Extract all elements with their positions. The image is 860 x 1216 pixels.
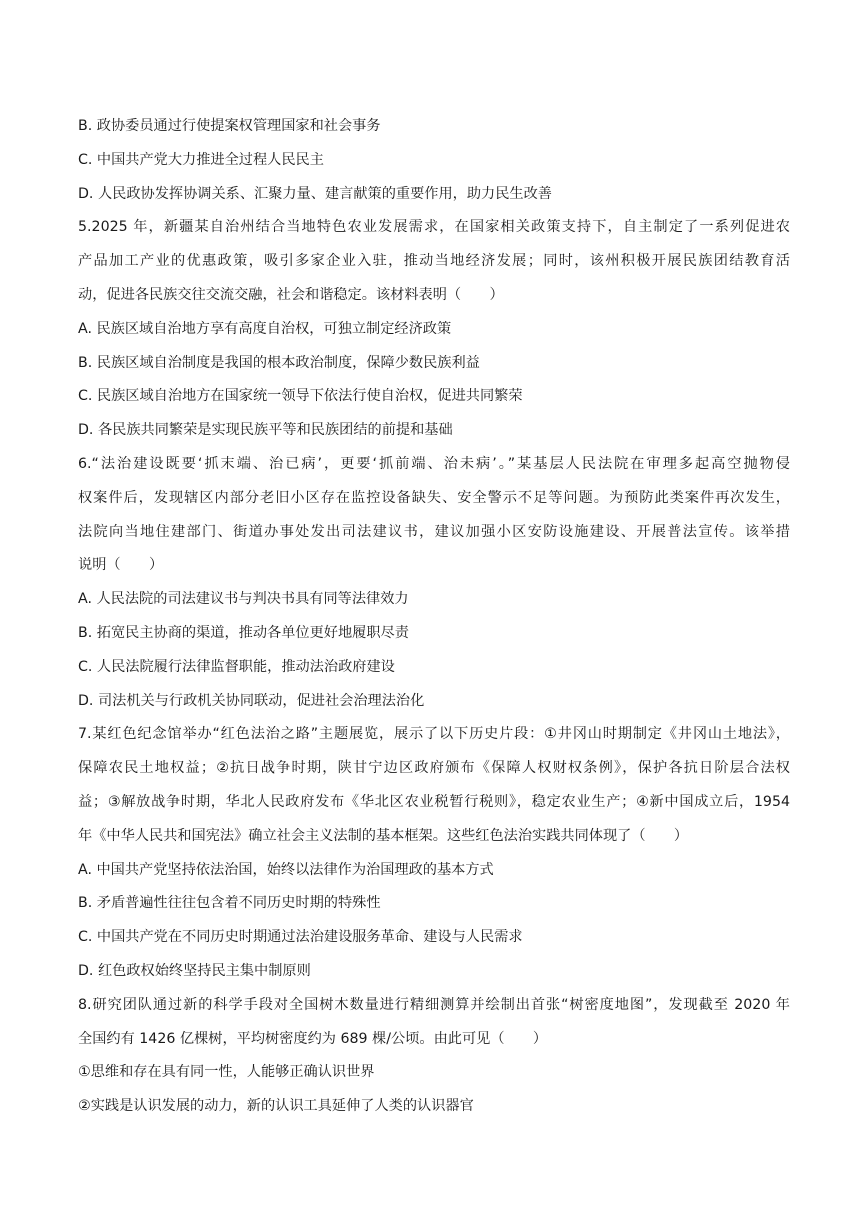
text-line: 5.2025 年，新疆某自治州结合当地特色农业发展需求，在国家相关政策支持下，自主制定了一系列促进农 (78, 219, 790, 236)
text-line: B. 矛盾普遍性往往包含着不同历史时期的特殊性 (78, 895, 381, 912)
text-line: 保障农民土地权益；②抗日战争时期，陕甘宁边区政府颁布《保障人权财权条例》，保护各抗日阶层合法权 (78, 760, 790, 777)
text-line: 益；③解放战争时期，华北人民政府发布《华北区农业税暂行税则》，稳定农业生产；④新中国成立后，1954 (78, 793, 790, 810)
text-line: D. 红色政权始终坚持民主集中制原则 (78, 962, 311, 979)
text-line: C. 人民法院履行法律监督职能，推动法治政府建设 (78, 658, 395, 675)
text-line: C. 中国共产党在不同历史时期通过法治建设服务革命、建设与人民需求 (78, 929, 523, 946)
text-line: ②实践是认识发展的动力，新的认识工具延伸了人类的认识器官 (78, 1098, 474, 1115)
text-line: A. 人民法院的司法建议书与判决书具有同等法律效力 (78, 591, 409, 608)
text-line: 权案件后，发现辖区内部分老旧小区存在监控设备缺失、安全警示不足等问题。为预防此类案件再次发生， (78, 489, 790, 506)
text-line: 法院向当地住建部门、街道办事处发出司法建议书，建议加强小区安防设施建设、开展普法宣传。该举措 (78, 523, 790, 540)
text-line: 产品加工产业的优惠政策，吸引多家企业入驻，推动当地经济发展；同时，该州积极开展民族团结教育活 (78, 253, 790, 270)
text-line: 全国约有 1426 亿棵树，平均树密度约为 689 棵/公顷。由此可见（ ） (78, 1030, 548, 1047)
text-line: A. 中国共产党坚持依法治国，始终以法律作为治国理政的基本方式 (78, 861, 494, 878)
text-line: 6.“法治建设既要‘抓末端、治已病’，更要‘抓前端、治未病’。”某基层人民法院在审理多起高空抛物侵 (78, 455, 790, 472)
text-line: 7.某红色纪念馆举办“红色法治之路”主题展览，展示了以下历史片段：①井冈山时期制定《井冈山土地法》， (78, 726, 790, 743)
text-line: D. 各民族共同繁荣是实现民族平等和民族团结的前提和基础 (78, 422, 453, 439)
text-line: D. 司法机关与行政机关协同联动，促进社会治理法治化 (78, 692, 425, 709)
text-line: D. 人民政协发挥协调关系、汇聚力量、建言献策的重要作用，助力民生改善 (78, 185, 552, 202)
text-line: 说明（ ） (78, 557, 164, 574)
text-line: ①思维和存在具有同一性，人能够正确认识世界 (78, 1064, 375, 1081)
text-line: 年《中华人民共和国宪法》确立社会主义法制的基本框架。这些红色法治实践共同体现了（ ） (78, 827, 689, 844)
text-line: A. 民族区域自治地方享有高度自治权，可独立制定经济政策 (78, 320, 452, 337)
text-line: B. 民族区域自治制度是我国的根本政治制度，保障少数民族利益 (78, 354, 480, 371)
text-line: B. 拓宽民主协商的渠道，推动各单位更好地履职尽责 (78, 624, 409, 641)
question-text-block (78, 110, 790, 1124)
text-line: C. 民族区域自治地方在国家统一领导下依法行使自治权，促进共同繁荣 (78, 388, 523, 405)
text-line: 动，促进各民族交往交流交融，社会和谐稳定。该材料表明（ ） (78, 286, 504, 303)
text-line: 8.研究团队通过新的科学手段对全国树木数量进行精细测算并绘制出首张“树密度地图”，发现截至 2020 年 (78, 996, 790, 1013)
text-line: B. 政协委员通过行使提案权管理国家和社会事务 (78, 118, 381, 134)
text-line: C. 中国共产党大力推进全过程人民民主 (78, 151, 324, 168)
